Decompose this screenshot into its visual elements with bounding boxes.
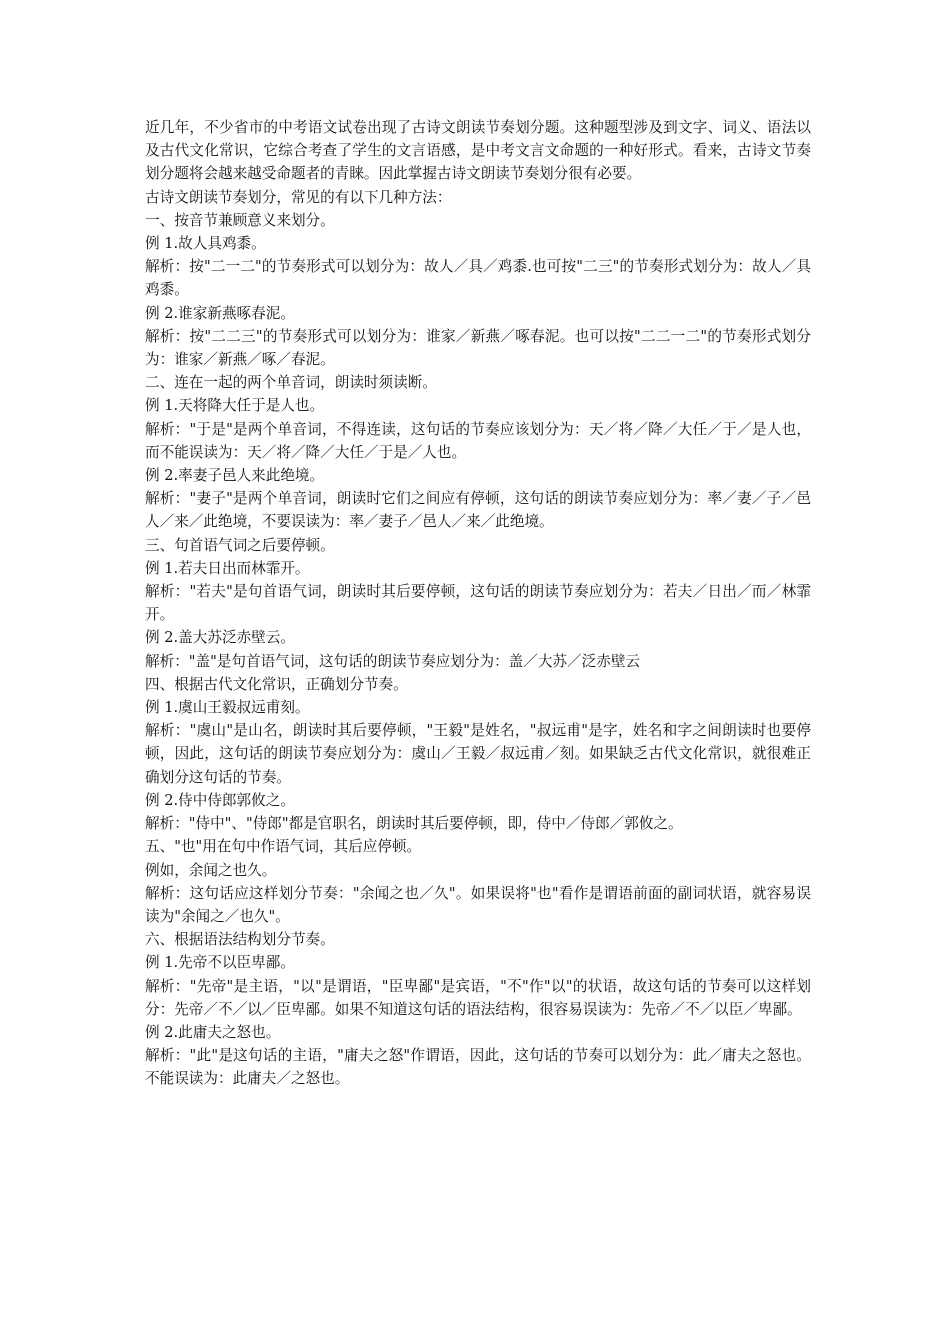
analysis-paragraph: 解析："若夫"是句首语气词，朗读时其后要停顿，这句话的朗读节奏应划分为：若夫／日出／而／林霏开。 [145, 583, 811, 624]
methods-intro: 古诗文朗读节奏划分，常见的有以下几种方法： [145, 188, 452, 206]
example-line: 例 2.谁家新燕啄春泥。 [145, 304, 295, 322]
section-heading-1: 一、按音节兼顾意义来划分。 [145, 211, 335, 229]
example-line: 例 2.此庸夫之怒也。 [145, 1023, 281, 1041]
example-line: 例 1.虞山王毅叔远甫刻。 [145, 699, 310, 717]
example-line: 例 2.盖大苏泛赤壁云。 [145, 629, 295, 647]
example-line: 例 2.侍中侍郎郭攸之。 [145, 791, 295, 809]
analysis-paragraph: 解析：按"二二三"的节奏形式可以划分为：谁家／新燕／啄春泥。也可以按"二二一二"的节奏形式划分为：谁家／新燕／啄／春泥。 [145, 327, 811, 369]
example-line: 例 1.天将降大任于是人也。 [145, 397, 325, 415]
example-line: 例 1.若夫日出而林霏开。 [145, 559, 310, 577]
section-heading-4: 四、根据古代文化常识，正确划分节奏。 [145, 675, 408, 693]
intro-paragraph: 近几年，不少省市的中考语文试卷出现了古诗文朗读节奏划分题。这种题型涉及到文字、词义、语法以及古代文化常识，它综合考查了学生的文言语感，是中考文言文命题的一种好形式。看来，古诗文节奏划分题将会越来越受命题者的青睐。因此掌握古诗文朗读节奏划分很有必要。 [145, 119, 811, 183]
section-heading-3: 三、句首语气词之后要停顿。 [145, 536, 335, 554]
section-heading-2: 二、连在一起的两个单音词，朗读时须读断。 [145, 374, 437, 392]
section-heading-5: 五、"也"用在句中作语气词，其后应停顿。 [145, 838, 422, 856]
analysis-paragraph: 解析：按"二一二"的节奏形式可以划分为：故人／具／鸡黍.也可按"二三"的节奏形式划分为：故人／具鸡黍。 [145, 258, 811, 299]
example-line: 例 1.故人具鸡黍。 [145, 235, 266, 253]
analysis-paragraph: 解析：这句话应这样划分节奏："余闻之也／久"。如果误将"也"看作是谓语前面的副词状语，就容易误读为"余闻之／也久"。 [145, 884, 811, 925]
analysis-paragraph: 解析："虞山"是山名，朗读时其后要停顿，"王毅"是姓名，"叔远甫"是字，姓名和字之间朗读时也要停顿，因此，这句话的朗读节奏应划分为：虞山／王毅／叔远甫／刻。如果缺乏古代文化常识，就很难正确划分这句话的节奏。 [145, 722, 811, 786]
analysis-paragraph: 解析："侍中"、"侍郎"都是官职名，朗读时其后要停顿，即，侍中／侍郎／郭攸之。 [145, 815, 683, 833]
analysis-paragraph: 解析："于是"是两个单音词，不得连读，这句话的节奏应该划分为：天／将／降／大任／于／是人也，而不能误读为：天／将／降／大任／于是／人也。 [145, 420, 811, 461]
document-body [145, 116, 811, 1091]
example-line: 例如，余闻之也久。 [145, 861, 277, 879]
analysis-paragraph: 解析："先帝"是主语，"以"是谓语，"臣卑鄙"是宾语，"不"作"以"的状语，故这句话的节奏可以这样划分：先帝／不／以／臣卑鄙。如果不知道这句话的语法结构，很容易误读为：先帝／不／以臣／卑鄙。 [145, 977, 811, 1018]
example-line: 例 1.先帝不以臣卑鄙。 [145, 954, 295, 972]
analysis-paragraph: 解析："盖"是句首语气词，这句话的朗读节奏应划分为：盖／大苏／泛赤壁云 [145, 652, 641, 670]
example-line: 例 2.率妻子邑人来此绝境。 [145, 467, 325, 485]
analysis-paragraph: 解析："此"是这句话的主语，"庸夫之怒"作谓语，因此，这句话的节奏可以划分为：此／庸夫之怒也。不能误读为：此庸夫／之怒也。 [145, 1047, 811, 1088]
section-heading-6: 六、根据语法结构划分节奏。 [145, 931, 335, 949]
analysis-paragraph: 解析："妻子"是两个单音词，朗读时它们之间应有停顿，这句话的朗读节奏应划分为：率／妻／子／邑人／来／此绝境，不要误读为：率／妻子／邑人／来／此绝境。 [145, 490, 811, 531]
